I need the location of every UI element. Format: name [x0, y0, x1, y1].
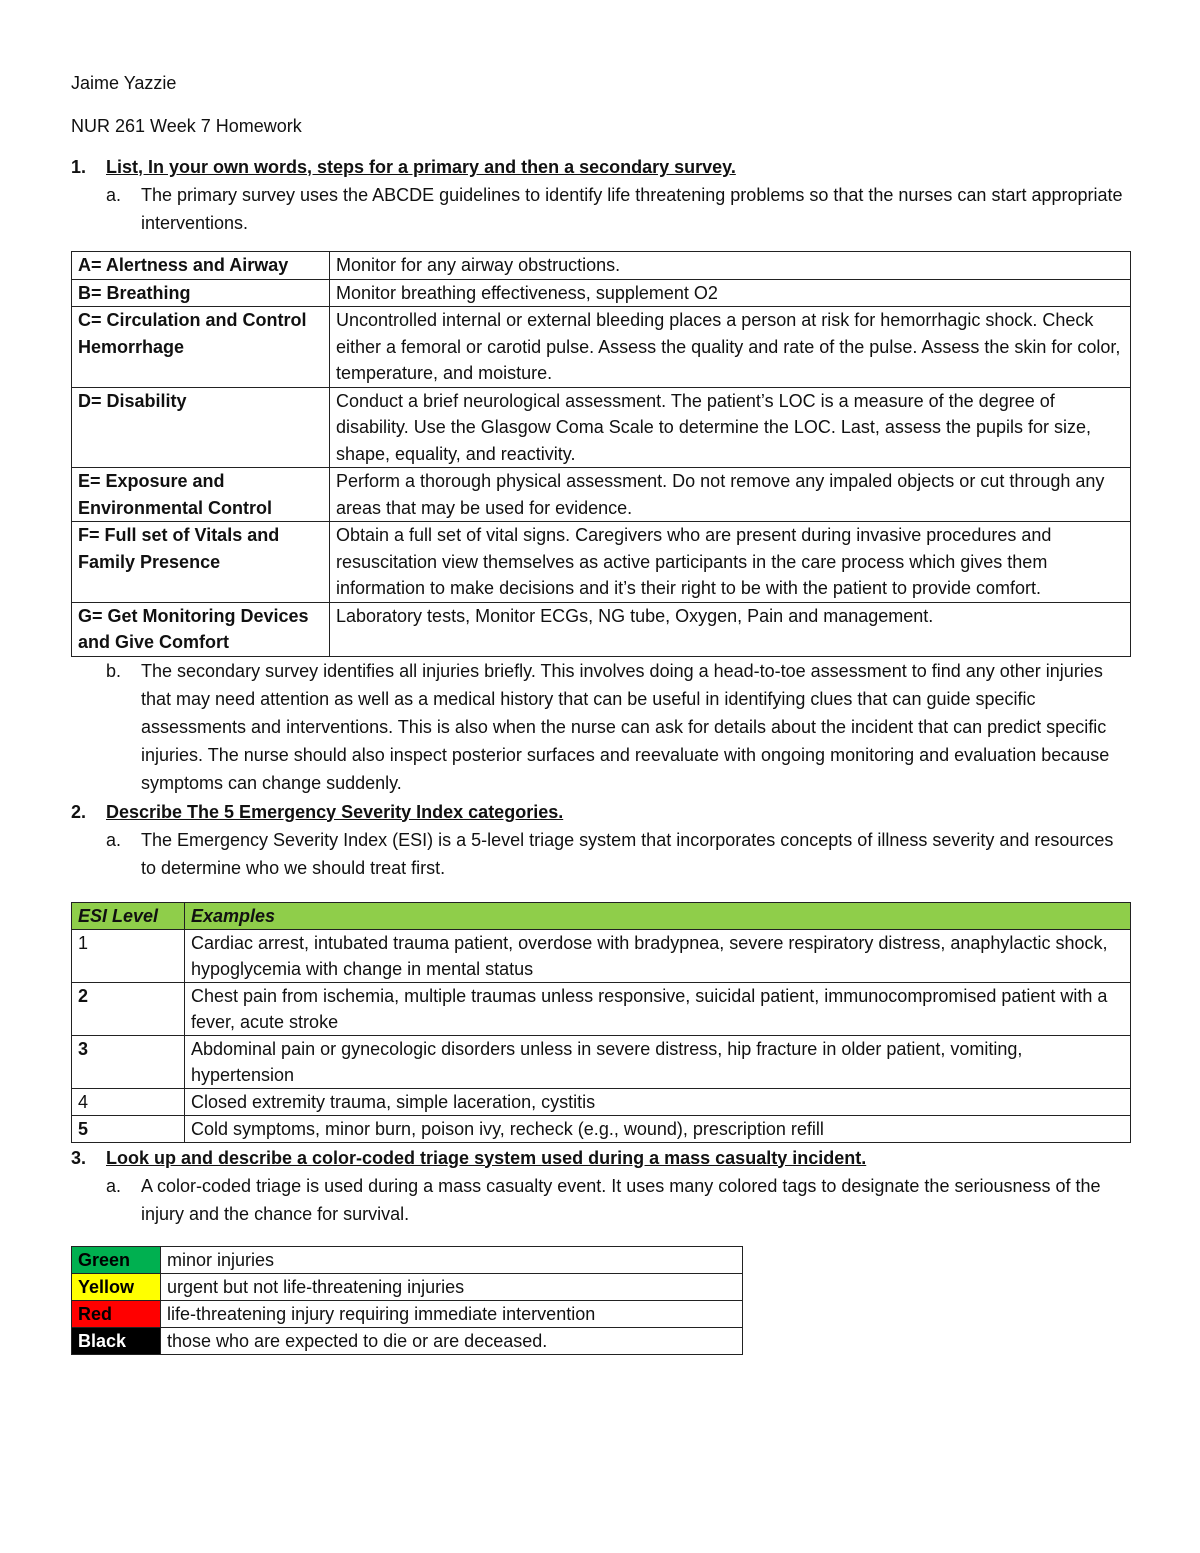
answer-text: The secondary survey identifies all injuries briefly. This involves doing a head-to-toe assessment to find any other injuries that may need attention as well as a medical history that can be useful in identifying clues that can guide specific assessments and interventions. This is also when the nurse can ask for details about the incident that can predict specific injuries. The nurse should also inspect posterior surfaces and reevaluate with ongoing monitoring and evaluation because symptoms can change suddenly.: [141, 660, 1110, 793]
answer-letter: b.: [106, 660, 122, 681]
abcde-key: G= Get Monitoring Devices and Give Comfort: [72, 602, 330, 656]
answer-letter: a.: [106, 829, 122, 850]
question-title: Look up and describe a color-coded triage system used during a mass casualty incident.: [106, 1147, 867, 1168]
esi-examples: Chest pain from ischemia, multiple traumas unless responsive, suicidal patient, immunocompromised patient with a fever, acute stroke: [185, 982, 1131, 1035]
question-number: 2.: [71, 801, 87, 822]
triage-description: life-threatening injury requiring immediate intervention: [161, 1300, 743, 1327]
question-title: Describe The 5 Emergency Severity Index categories.: [106, 801, 564, 822]
triage-color-table: [71, 1246, 743, 1355]
question-1: [71, 154, 1131, 181]
esi-level: 2: [72, 982, 185, 1035]
question-number: 3.: [71, 1147, 87, 1168]
document-page: [71, 70, 1131, 1355]
table-row: [72, 929, 1131, 982]
table-row: [72, 602, 1131, 656]
triage-description: urgent but not life-threatening injuries: [161, 1273, 743, 1300]
answer-text: The primary survey uses the ABCDE guidelines to identify life threatening problems so that the nurses can start appropriate interventions.: [141, 185, 1123, 233]
abcde-key: D= Disability: [72, 387, 330, 468]
abcde-value: Conduct a brief neurological assessment. The patient’s LOC is a measure of the degree of disability. Use the Glasgow Coma Scale to determine the LOC. Last, assess the pupils for size, shape, equality, and reactivity.: [330, 387, 1131, 468]
answer-text: The Emergency Severity Index (ESI) is a 5-level triage system that incorporates concepts of illness severity and resources to determine who we should treat first.: [141, 829, 1114, 878]
table-row: [72, 1246, 743, 1273]
table-row: [72, 468, 1131, 522]
abcde-value: Perform a thorough physical assessment. Do not remove any impaled objects or cut through any areas that may be used for evidence.: [330, 468, 1131, 522]
abcde-value: Laboratory tests, Monitor ECGs, NG tube, Oxygen, Pain and management.: [330, 602, 1131, 656]
author-name: Jaime Yazzie: [71, 73, 177, 93]
triage-color-black: Black: [72, 1327, 161, 1354]
esi-examples: Abdominal pain or gynecologic disorders unless in severe distress, hip fracture in older patient, vomiting, hypertension: [185, 1035, 1131, 1088]
table-row: [72, 1273, 743, 1300]
esi-examples: Cold symptoms, minor burn, poison ivy, recheck (e.g., wound), prescription refill: [185, 1115, 1131, 1142]
question-number: 1.: [71, 157, 87, 177]
abcde-table: [71, 251, 1131, 657]
question-title: List, In your own words, steps for a primary and then a secondary survey.: [106, 157, 736, 177]
abcde-key: F= Full set of Vitals and Family Presence: [72, 522, 330, 603]
answer-1b: [71, 657, 1131, 797]
esi-examples: Closed extremity trauma, simple laceration, cystitis: [185, 1088, 1131, 1115]
table-row: [72, 1115, 1131, 1142]
esi-level: 5: [72, 1115, 185, 1142]
answer-1a: [71, 181, 1131, 237]
abcde-value: Monitor for any airway obstructions.: [330, 252, 1131, 280]
question-2: [71, 799, 1131, 826]
answer-3a: [71, 1172, 1131, 1228]
table-row: [72, 1035, 1131, 1088]
column-header-level: ESI Level: [72, 902, 185, 929]
course-title: NUR 261 Week 7 Homework: [71, 116, 302, 136]
esi-level: 4: [72, 1088, 185, 1115]
table-row: [72, 1300, 743, 1327]
esi-examples: Cardiac arrest, intubated trauma patient, overdose with bradypnea, severe respiratory distress, anaphylactic shock, hypoglycemia with change in mental status: [185, 929, 1131, 982]
question-3: [71, 1145, 1131, 1172]
triage-color-red: Red: [72, 1300, 161, 1327]
answer-letter: a.: [106, 185, 122, 205]
table-row: [72, 522, 1131, 603]
column-header-examples: Examples: [185, 902, 1131, 929]
answer-2a: [71, 826, 1131, 882]
triage-description: those who are expected to die or are deceased.: [161, 1327, 743, 1354]
abcde-key: B= Breathing: [72, 279, 330, 307]
table-row: [72, 252, 1131, 280]
table-header-row: [72, 902, 1131, 929]
table-row: [72, 1088, 1131, 1115]
abcde-value: Obtain a full set of vital signs. Caregivers who are present during invasive procedures and resuscitation view themselves as active participants in the care process which gives them information to make decisions and it’s their right to be with the patient to provide comfort.: [330, 522, 1131, 603]
table-row: [72, 1327, 743, 1354]
table-row: [72, 387, 1131, 468]
abcde-key: E= Exposure and Environmental Control: [72, 468, 330, 522]
triage-color-green: Green: [72, 1246, 161, 1273]
table-row: [72, 279, 1131, 307]
abcde-key: C= Circulation and Control Hemorrhage: [72, 307, 330, 388]
table-row: [72, 982, 1131, 1035]
triage-color-yellow: Yellow: [72, 1273, 161, 1300]
esi-level: 3: [72, 1035, 185, 1088]
esi-table: [71, 902, 1131, 1143]
answer-letter: a.: [106, 1175, 122, 1196]
abcde-value: Monitor breathing effectiveness, supplement O2: [330, 279, 1131, 307]
answer-text: A color-coded triage is used during a mass casualty event. It uses many colored tags to designate the seriousness of the injury and the chance for survival.: [141, 1175, 1101, 1224]
abcde-value: Uncontrolled internal or external bleeding places a person at risk for hemorrhagic shock. Check either a femoral or carotid pulse. Assess the quality and rate of the pulse. Assess the skin for color, temperature, and moisture.: [330, 307, 1131, 388]
esi-level: 1: [72, 929, 185, 982]
table-row: [72, 307, 1131, 388]
triage-description: minor injuries: [161, 1246, 743, 1273]
abcde-key: A= Alertness and Airway: [72, 252, 330, 280]
